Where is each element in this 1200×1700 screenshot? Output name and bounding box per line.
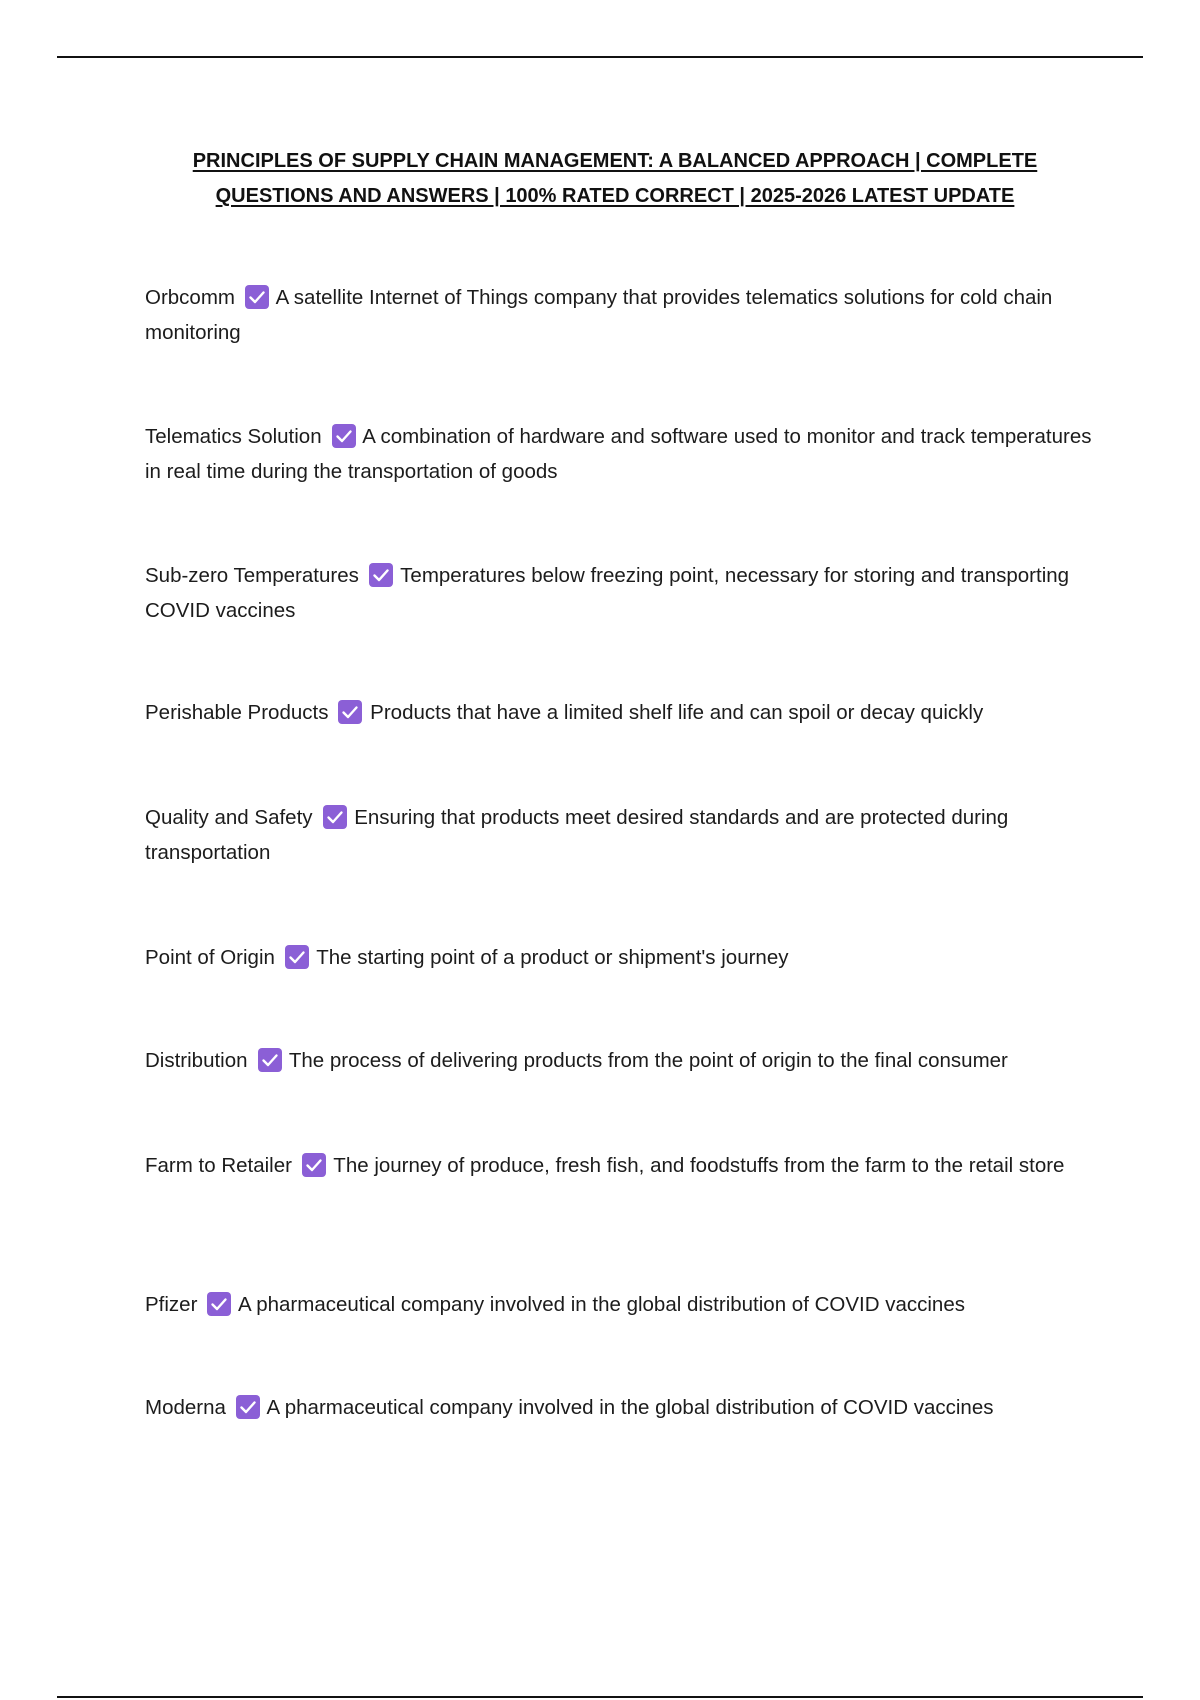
check-box-icon <box>207 1292 231 1316</box>
qa-entry-telematics-solution <box>145 419 1095 489</box>
qa-entry-point-of-origin <box>145 940 1095 975</box>
entry-term: Pfizer <box>145 1293 198 1316</box>
entry-term: Moderna <box>145 1396 226 1419</box>
entry-definition: The journey of produce, fresh fish, and foodstuffs from the farm to the retail store <box>333 1154 1065 1177</box>
entry-definition: The process of delivering products from the point of origin to the final consumer <box>288 1049 1008 1072</box>
check-box-icon <box>302 1153 326 1177</box>
check-box-icon <box>369 563 393 587</box>
entry-definition: A satellite Internet of Things company that provides telematics solutions for cold chain monitoring <box>145 286 1053 344</box>
entry-term: Distribution <box>145 1049 248 1072</box>
entry-definition: A pharmaceutical company involved in the global distribution of COVID vaccines <box>266 1396 994 1419</box>
entry-definition: The starting point of a product or shipment's journey <box>316 946 789 969</box>
bottom-divider <box>57 1696 1143 1698</box>
title-line-2: QUESTIONS AND ANSWERS | 100% RATED CORRECT | 2025-2026 LATEST UPDATE <box>215 185 1015 207</box>
qa-entry-perishable-products <box>145 695 1095 730</box>
title-line-1: PRINCIPLES OF SUPPLY CHAIN MANAGEMENT: A BALANCED APPROACH | COMPLETE <box>192 150 1038 172</box>
check-box-icon <box>338 700 362 724</box>
entry-term: Telematics Solution <box>145 425 322 448</box>
top-divider <box>57 56 1143 58</box>
qa-entry-sub-zero-temperatures <box>145 558 1095 628</box>
entry-term: Point of Origin <box>145 946 275 969</box>
check-box-icon <box>323 805 347 829</box>
check-box-icon <box>332 424 356 448</box>
document-title <box>145 144 1085 214</box>
entry-definition: Temperatures below freezing point, necessary for storing and transporting COVID vaccines <box>145 564 1070 622</box>
qa-entry-distribution <box>145 1043 1095 1078</box>
entry-definition: A combination of hardware and software used to monitor and track temperatures in real time during the transportation of goods <box>145 425 1092 483</box>
check-box-icon <box>285 945 309 969</box>
qa-entry-orbcomm <box>145 280 1095 350</box>
qa-entry-moderna <box>145 1390 1095 1425</box>
qa-entry-farm-to-retailer <box>145 1148 1095 1183</box>
check-box-icon <box>236 1395 260 1419</box>
check-box-icon <box>258 1048 282 1072</box>
check-box-icon <box>245 285 269 309</box>
qa-entry-pfizer <box>145 1287 1095 1322</box>
entry-definition: Ensuring that products meet desired standards and are protected during transportation <box>145 806 1009 864</box>
entry-definition: Products that have a limited shelf life and can spoil or decay quickly <box>370 701 984 724</box>
entry-term: Quality and Safety <box>145 806 313 829</box>
entry-term: Farm to Retailer <box>145 1154 292 1177</box>
entry-term: Perishable Products <box>145 701 329 724</box>
entry-term: Orbcomm <box>145 286 235 309</box>
entry-definition: A pharmaceutical company involved in the global distribution of COVID vaccines <box>237 1293 965 1316</box>
entry-term: Sub-zero Temperatures <box>145 564 359 587</box>
qa-entry-quality-and-safety <box>145 800 1095 870</box>
